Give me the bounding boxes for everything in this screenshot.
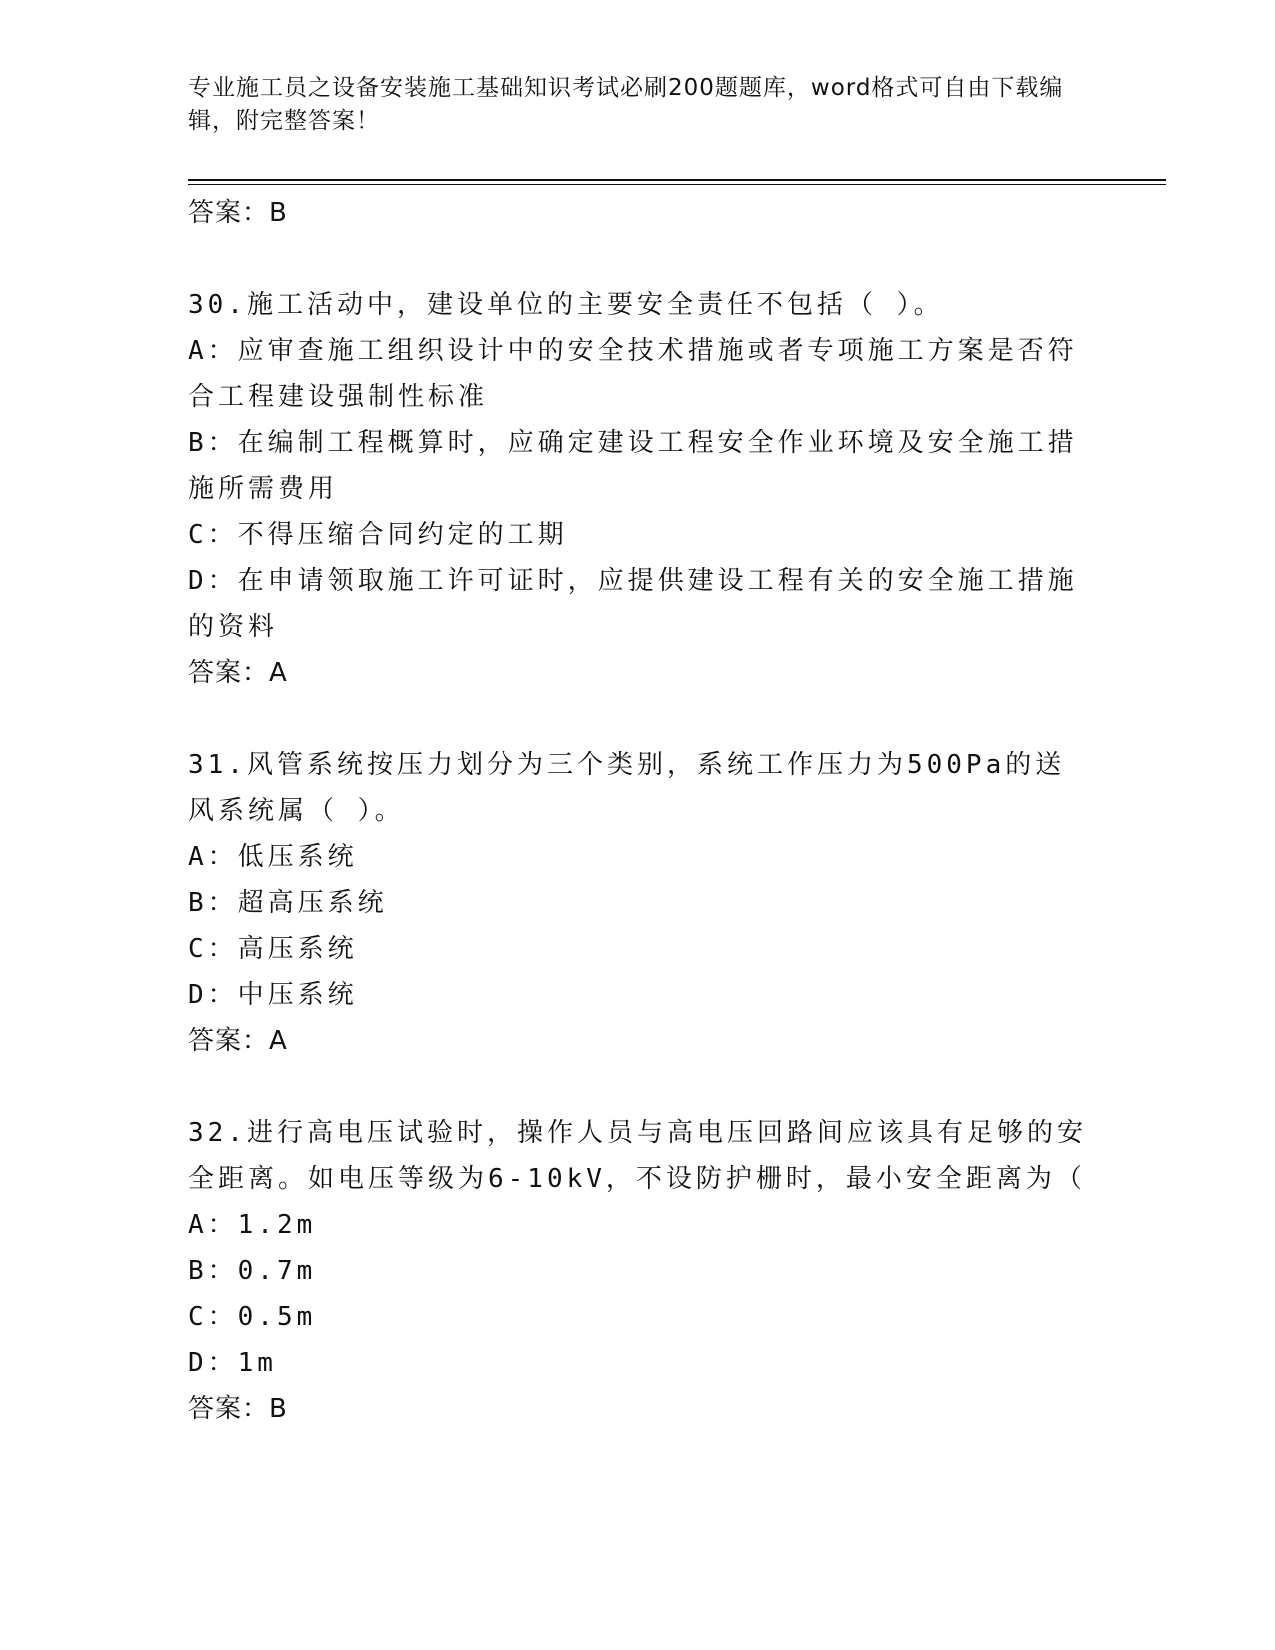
option-b: B：超高压系统 — [188, 888, 388, 918]
document-header: 专业施工员之设备安装施工基础知识考试必刷200题题库，word格式可自由下载编辑，附完整答案！ — [188, 75, 1064, 134]
answer-line: 答案：A — [188, 1026, 288, 1056]
option-c: C：高压系统 — [188, 934, 358, 964]
question-31 — [188, 742, 1088, 1064]
answer-line: 答案：B — [188, 198, 288, 228]
option-d: D：1m — [188, 1348, 277, 1378]
option-c: C：0.5m — [188, 1302, 317, 1332]
document-body — [188, 190, 1088, 1432]
option-b: B：0.7m — [188, 1256, 317, 1286]
answer-line: 答案：B — [188, 1394, 288, 1424]
header-rule-thin — [188, 184, 1166, 185]
option-d: D：在申请领取施工许可证时，应提供建设工程有关的安全施工措施的资料 — [188, 566, 1078, 642]
question-stem: 30.施工活动中，建设单位的主要安全责任不包括（ ）。 — [188, 290, 944, 320]
option-a: A：应审查施工组织设计中的安全技术措施或者专项施工方案是否符合工程建设强制性标准 — [188, 336, 1078, 412]
option-a: A：1.2m — [188, 1210, 317, 1240]
option-d: D：中压系统 — [188, 980, 358, 1010]
option-a: A：低压系统 — [188, 842, 358, 872]
question-32 — [188, 1110, 1088, 1432]
question-30 — [188, 282, 1088, 696]
question-stem: 31.风管系统按压力划分为三个类别，系统工作压力为500Pa的送风系统属（ ）。 — [188, 750, 1066, 826]
option-b: B：在编制工程概算时，应确定建设工程安全作业环境及安全施工措施所需费用 — [188, 428, 1078, 504]
question-stem: 32.进行高电压试验时，操作人员与高电压回路间应该具有足够的安全距离。如电压等级为6-10kV，不设防护栅时，最小安全距离为（ — [188, 1118, 1087, 1194]
option-c: C：不得压缩合同约定的工期 — [188, 520, 568, 550]
answer-line: 答案：A — [188, 658, 288, 688]
header-rule-thick — [188, 179, 1166, 181]
